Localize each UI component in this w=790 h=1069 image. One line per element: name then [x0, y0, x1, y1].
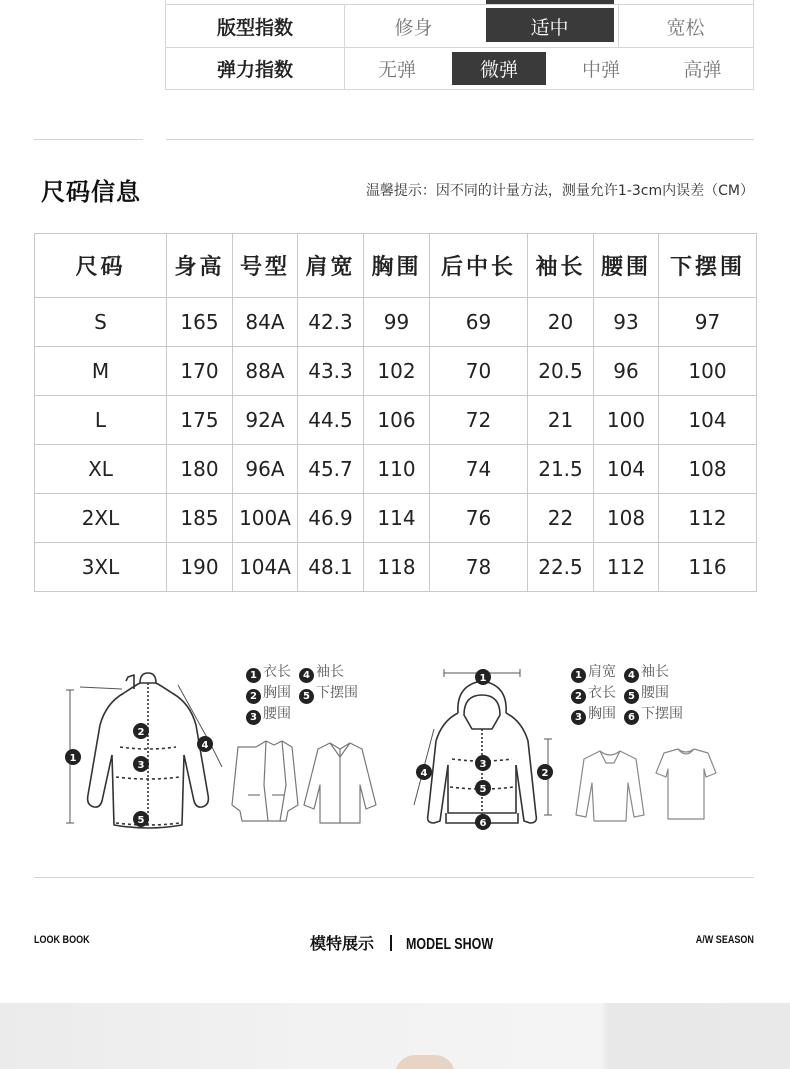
- measure-legend-left: 1 衣长 4 袖长 2 胸围 5 下摆围 3 腰围: [246, 662, 358, 725]
- divider-lookbook: [34, 877, 754, 878]
- header-chest: 胸围: [364, 234, 430, 298]
- table-cell: 165: [167, 298, 233, 347]
- table-row: [35, 494, 757, 543]
- header-shoulder: 肩宽: [298, 234, 364, 298]
- model-photo-detail: [395, 1055, 455, 1069]
- table-cell: 22.5: [528, 543, 594, 592]
- divider-long: [166, 139, 754, 140]
- table-cell: 92A: [233, 396, 298, 445]
- fit-row-stretch: [166, 47, 753, 89]
- marker-2-left: [133, 723, 149, 739]
- table-cell: 118: [364, 543, 430, 592]
- table-cell: 106: [364, 396, 430, 445]
- title-separator: [390, 935, 392, 951]
- svg-text:2: 2: [137, 727, 145, 738]
- blazer-diagram: [232, 741, 298, 821]
- measure-legend-right: 1 肩宽 4 袖长 2 衣长 5 腰围 3 胸围 6 下摆围: [571, 662, 683, 725]
- svg-text:4: 4: [420, 768, 428, 779]
- table-cell: 45.7: [298, 445, 364, 494]
- svg-text:4: 4: [201, 740, 209, 751]
- table-cell: 78: [430, 543, 528, 592]
- header-waist: 腰围: [594, 234, 659, 298]
- header-height: 身高: [167, 234, 233, 298]
- fit-row-label: 版型指数: [166, 5, 345, 47]
- marker-5-left: [133, 811, 149, 827]
- table-cell: L: [35, 396, 167, 445]
- table-cell: 185: [167, 494, 233, 543]
- table-cell: 112: [659, 494, 757, 543]
- divider-short: [34, 139, 143, 140]
- table-cell: 42.3: [298, 298, 364, 347]
- table-cell: 20.5: [528, 347, 594, 396]
- table-cell: 104: [659, 396, 757, 445]
- lookbook-label: LOOK BOOK: [34, 934, 90, 946]
- table-cell: 102: [364, 347, 430, 396]
- measure-arrows-left: [66, 685, 222, 823]
- header-back-length: 后中长: [430, 234, 528, 298]
- table-cell: 104: [594, 445, 659, 494]
- table-cell: 100: [659, 347, 757, 396]
- table-cell: 76: [430, 494, 528, 543]
- table-cell: 96A: [233, 445, 298, 494]
- marker-6-right: [475, 814, 491, 830]
- table-cell: 69: [430, 298, 528, 347]
- table-cell: 21: [528, 396, 594, 445]
- model-show-cn: 模特展示: [310, 934, 375, 953]
- marker-1-left: [65, 749, 81, 765]
- table-cell: 100: [594, 396, 659, 445]
- table-cell: 48.1: [298, 543, 364, 592]
- table-cell: S: [35, 298, 167, 347]
- long-sleeve-tee-diagram: [576, 751, 644, 821]
- table-cell: 21.5: [528, 445, 594, 494]
- marker-4-left: [197, 736, 213, 752]
- fit-option-loose: 宽松: [666, 16, 705, 39]
- table-cell: 190: [167, 543, 233, 592]
- table-cell: 74: [430, 445, 528, 494]
- table-cell: 88A: [233, 347, 298, 396]
- model-show-en: MODEL SHOW: [406, 936, 494, 953]
- table-cell: 46.9: [298, 494, 364, 543]
- table-cell: M: [35, 347, 167, 396]
- marker-5-right: [475, 780, 491, 796]
- table-cell: 180: [167, 445, 233, 494]
- size-info-title: 尺码信息: [41, 178, 141, 206]
- season-label: A/W SEASON: [695, 934, 754, 946]
- size-table-header: [35, 234, 757, 298]
- zip-jacket-diagram: [88, 673, 209, 828]
- marker-3-right: [475, 755, 491, 771]
- svg-text:1: 1: [69, 753, 77, 764]
- table-row: [35, 543, 757, 592]
- table-cell: 104A: [233, 543, 298, 592]
- table-cell: 110: [364, 445, 430, 494]
- table-row: [35, 396, 757, 445]
- stretch-option-high: 高弹: [683, 59, 722, 81]
- table-cell: 20: [528, 298, 594, 347]
- stretch-option-slight-selected: 微弹: [448, 48, 550, 89]
- size-table: [34, 233, 757, 592]
- svg-text:2: 2: [541, 768, 549, 779]
- header-model: 号型: [233, 234, 298, 298]
- header-sleeve: 袖长: [528, 234, 594, 298]
- svg-text:5: 5: [137, 815, 145, 826]
- table-cell: 72: [430, 396, 528, 445]
- table-cell: 108: [659, 445, 757, 494]
- svg-text:3: 3: [479, 759, 487, 770]
- table-cell: 97: [659, 298, 757, 347]
- fit-option-slim: 修身: [394, 16, 433, 39]
- table-row: [35, 347, 757, 396]
- fit-row-label: 弹力指数: [166, 48, 345, 89]
- table-cell: XL: [35, 445, 167, 494]
- svg-text:6: 6: [479, 818, 487, 829]
- table-cell: 44.5: [298, 396, 364, 445]
- table-cell: 100A: [233, 494, 298, 543]
- svg-text:5: 5: [479, 784, 487, 795]
- marker-3-left: [133, 756, 149, 772]
- table-cell: 93: [594, 298, 659, 347]
- stretch-option-medium: 中弹: [581, 59, 620, 81]
- table-row: [35, 298, 757, 347]
- table-cell: 99: [364, 298, 430, 347]
- model-photo: [0, 1003, 790, 1069]
- table-cell: 116: [659, 543, 757, 592]
- table-cell: 70: [430, 347, 528, 396]
- marker-2-right: [537, 764, 553, 780]
- table-cell: 84A: [233, 298, 298, 347]
- table-cell: 175: [167, 396, 233, 445]
- fit-option-regular-selected: 适中: [481, 5, 618, 47]
- svg-text:1: 1: [479, 673, 487, 684]
- table-cell: 96: [594, 347, 659, 396]
- svg-text:3: 3: [137, 760, 145, 771]
- table-cell: 108: [594, 494, 659, 543]
- table-cell: 3XL: [35, 543, 167, 592]
- model-show-title: [310, 931, 518, 954]
- marker-4-right: [416, 764, 432, 780]
- marker-1-right: [475, 669, 491, 685]
- table-cell: 2XL: [35, 494, 167, 543]
- table-cell: 112: [594, 543, 659, 592]
- fit-row-cut: [166, 4, 753, 47]
- stretch-option-none: 无弹: [377, 59, 416, 81]
- hoodie-diagram: [428, 681, 537, 823]
- header-hem: 下摆围: [659, 234, 757, 298]
- fit-index-table: [165, 0, 754, 90]
- table-cell: 114: [364, 494, 430, 543]
- table-cell: 170: [167, 347, 233, 396]
- header-size: 尺码: [35, 234, 167, 298]
- measurement-tip: 温馨提示：因不同的计量方法，测量允许1-3cm内误差（CM）: [365, 183, 754, 199]
- table-cell: 22: [528, 494, 594, 543]
- table-cell: 43.3: [298, 347, 364, 396]
- shirt-diagram: [304, 743, 376, 823]
- table-row: [35, 445, 757, 494]
- tee-diagram: [656, 749, 716, 819]
